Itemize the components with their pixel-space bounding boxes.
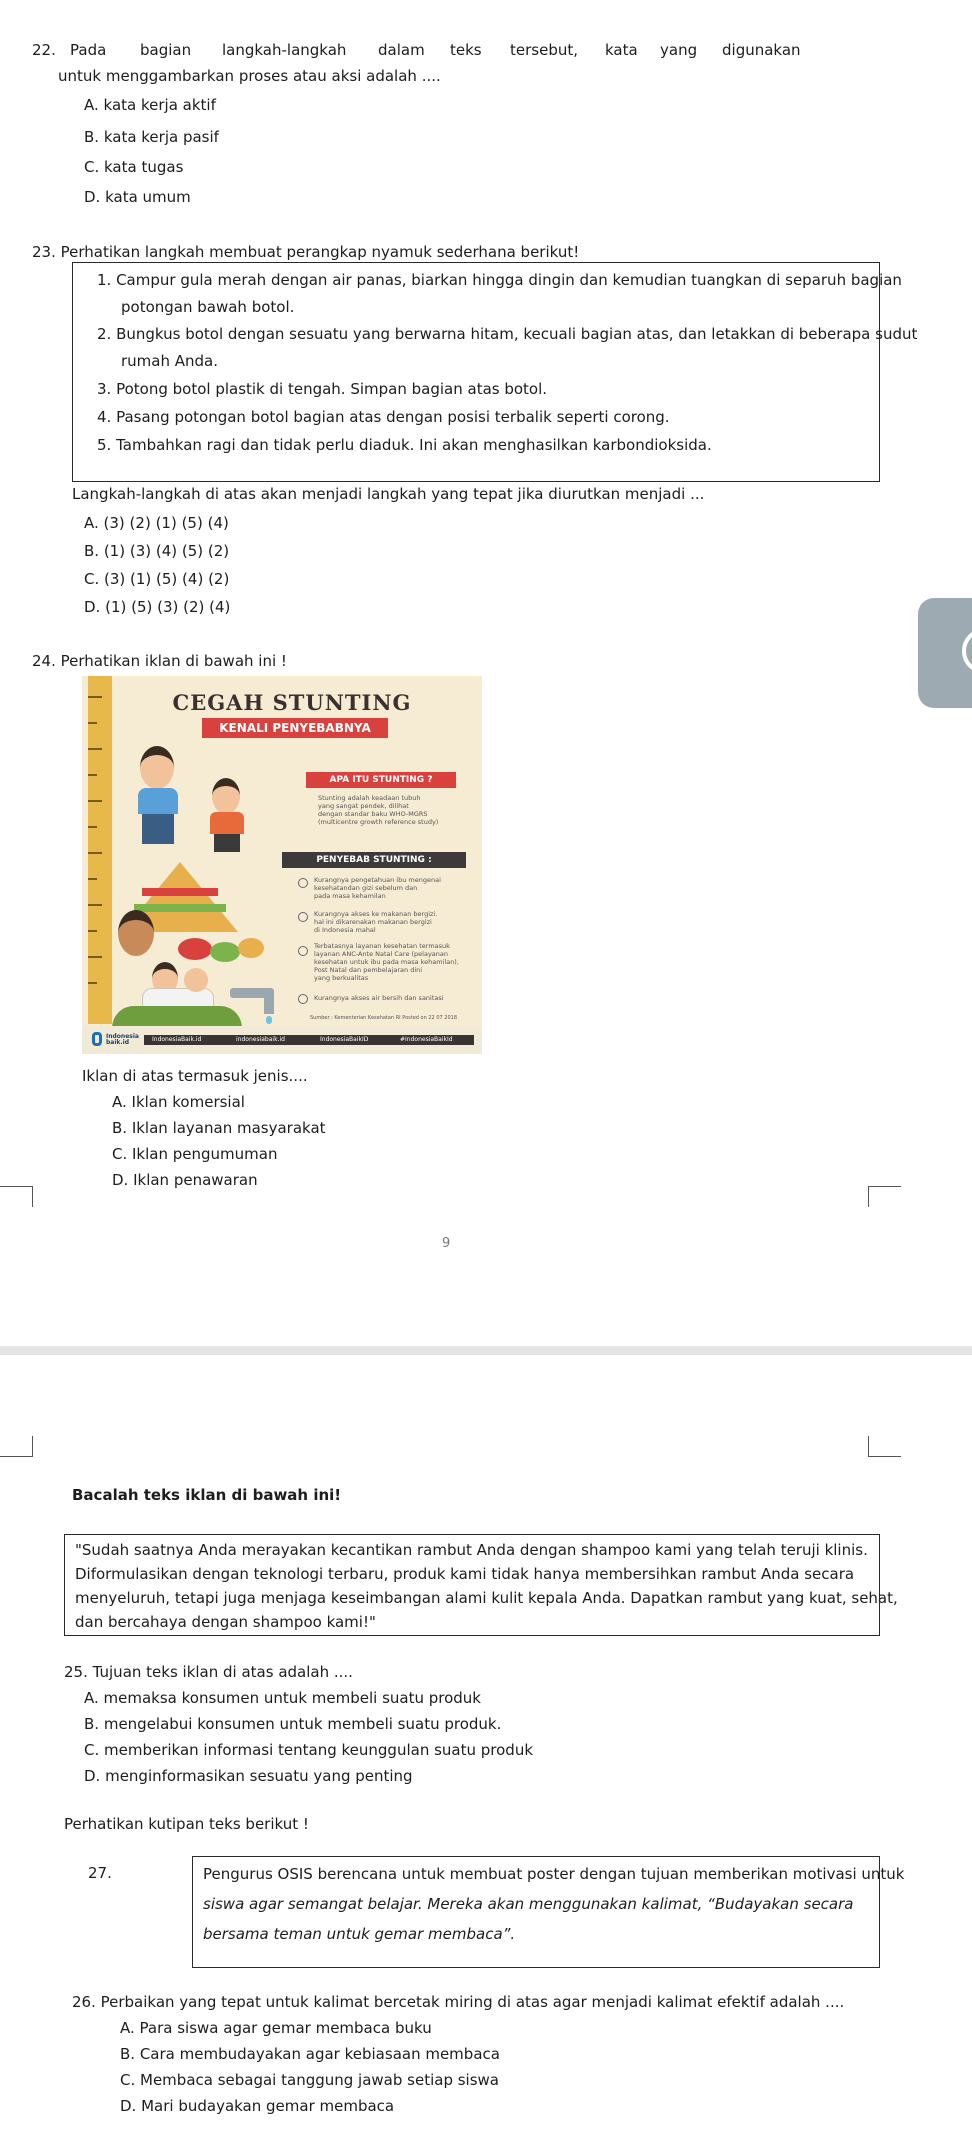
- stunting-poster: [82, 676, 482, 1054]
- page-separator: [0, 1346, 972, 1355]
- poster-text-line: layanan ANC-Ante Natal Care (pelayanan: [314, 950, 449, 958]
- cause-bullet-icon: [298, 946, 308, 956]
- indonesia-baik-logo-icon: [92, 1032, 102, 1046]
- q22-word: teks: [450, 41, 482, 59]
- q24-option-d[interactable]: D. Iklan penawaran: [112, 1171, 258, 1189]
- poster-section-causes: PENYEBAB STUNTING :: [282, 852, 466, 868]
- q22-word: 22.: [32, 41, 56, 59]
- excerpt-intro: Perhatikan kutipan teks berikut !: [64, 1815, 309, 1833]
- poster-text-line: hal ini dikarenakan makanan bergizi: [314, 918, 432, 926]
- q22-option-b[interactable]: B. kata kerja pasif: [84, 128, 219, 146]
- page-corner-mark: [0, 1186, 33, 1207]
- q23-step-line: potongan bawah botol.: [121, 298, 295, 316]
- q27-text-line: bersama teman untuk gemar membaca”.: [203, 1925, 516, 1943]
- ad-text-line: Diformulasikan dengan teknologi terbaru, produk kami tidak hanya membersihkan rambut Anda secara: [75, 1565, 855, 1583]
- q22-word: langkah-langkah: [222, 41, 347, 59]
- q23-steps-box: [72, 262, 918, 482]
- poster-cause: [314, 942, 459, 982]
- poster-title: CEGAH STUNTING: [172, 690, 412, 715]
- poster-social-bar: [144, 1035, 474, 1045]
- q22-word: tersebut,: [510, 41, 578, 59]
- q26-prompt: 26. Perbaikan yang tepat untuk kalimat bercetak miring di atas agar menjadi kalimat efektif adalah ....: [72, 1993, 845, 2011]
- q23-option-d[interactable]: D. (1) (5) (3) (2) (4): [84, 598, 231, 616]
- poster-cause: [314, 876, 441, 900]
- poster-text-line: Terbatasnya layanan kesehatan termasuk: [314, 942, 450, 950]
- side-scroll-button[interactable]: [918, 598, 972, 708]
- poster-text-line: Kurangnya akses ke makanan bergizi.: [314, 910, 438, 918]
- poster-text-line: Kurangnya pengetahuan ibu mengenai: [314, 876, 441, 884]
- circle-arrow-icon: [962, 628, 972, 674]
- social-instagram: indonesiabaik.id: [236, 1036, 285, 1043]
- q25-prompt: 25. Tujuan teks iklan di atas adalah ....: [64, 1663, 353, 1681]
- q26-option-c[interactable]: C. Membaca sebagai tanggung jawab setiap siswa: [120, 2071, 499, 2089]
- social-twitter: #IndonesiaBaikId: [400, 1036, 453, 1043]
- q22-option-c[interactable]: C. kata tugas: [84, 158, 184, 176]
- q23-option-c[interactable]: C. (3) (1) (5) (4) (2): [84, 570, 230, 588]
- q23-question: Langkah-langkah di atas akan menjadi langkah yang tepat jika diurutkan menjadi ...: [72, 485, 705, 503]
- q22-word: dalam: [378, 41, 425, 59]
- q22-word: yang: [660, 41, 698, 59]
- page-corner-mark: [0, 1436, 33, 1457]
- poster-subtitle: KENALI PENYEBABNYA: [202, 718, 388, 738]
- poster-text-line: di Indonesia mahal: [314, 926, 376, 934]
- poster-text-line: kesehatan untuk ibu pada masa kehamilan),: [314, 958, 459, 966]
- poster-cause: [314, 994, 444, 1002]
- poster-section-what: APA ITU STUNTING ?: [306, 772, 456, 788]
- poster-text-line: yang berkualitas: [314, 974, 369, 982]
- social-youtube: IndonesiaBaikID: [320, 1036, 369, 1043]
- cause-bullet-icon: [298, 994, 308, 1004]
- ad-text-box: [64, 1534, 898, 1636]
- ad-text-line: "Sudah saatnya Anda merayakan kecantikan rambut Anda dengan shampoo kami yang telah teruji klinis.: [75, 1541, 868, 1559]
- q23-prompt: 23. Perhatikan langkah membuat perangkap nyamuk sederhana berikut!: [32, 243, 580, 261]
- reading-instruction: Bacalah teks iklan di bawah ini!: [72, 1486, 342, 1504]
- poster-text-line: (multicentre growth reference study): [318, 818, 439, 826]
- q23-option-b[interactable]: B. (1) (3) (4) (5) (2): [84, 542, 230, 560]
- q22-word: bagian: [140, 41, 192, 59]
- poster-source: Sumber : Kementerian Kesehatan RI Posted on 22 07 2018: [310, 1015, 457, 1021]
- poster-text-line: Stunting adalah keadaan tubuh: [318, 794, 421, 802]
- q23-step-line: rumah Anda.: [121, 352, 219, 370]
- poster-text-line: dengan standar baku WHO-MGRS: [318, 810, 428, 818]
- foliage-decoration-icon: [112, 1006, 242, 1028]
- poster-definition: [318, 794, 438, 826]
- q25-option-a[interactable]: A. memaksa konsumen untuk membeli suatu produk: [84, 1689, 481, 1707]
- q23-step-line: 1. Campur gula merah dengan air panas, biarkan hingga dingin dan kemudian tuangkan di separuh bagian: [97, 271, 902, 289]
- q22-stem-line: untuk menggambarkan proses atau aksi adalah ....: [58, 67, 441, 85]
- q25-option-c[interactable]: C. memberikan informasi tentang keunggulan suatu produk: [84, 1741, 534, 1759]
- poster-text-line: Post Natal dan pembelajaran dini: [314, 966, 423, 974]
- q24-option-c[interactable]: C. Iklan pengumuman: [112, 1145, 278, 1163]
- page-number: 9: [442, 1236, 451, 1251]
- poster-text-line: pada masa kehamilan: [314, 892, 386, 900]
- height-ruler-icon: [88, 676, 112, 1024]
- q22-option-a[interactable]: A. kata kerja aktif: [84, 96, 216, 114]
- q26-option-d[interactable]: D. Mari budayakan gemar membaca: [120, 2097, 395, 2115]
- poster-cause: [314, 910, 437, 934]
- cause-bullet-icon: [298, 878, 308, 888]
- poster-logo-text: Indonesia baik.id: [106, 1033, 139, 1046]
- poster-text-line: kesehatandan gizi sebelum dan: [314, 884, 418, 892]
- q23-step-line: 5. Tambahkan ragi dan tidak perlu diaduk. Ini akan menghasilkan karbondioksida.: [97, 436, 712, 454]
- q23-step-line: 4. Pasang potongan botol bagian atas dengan posisi terbalik seperti corong.: [97, 408, 670, 426]
- page-corner-mark: [868, 1186, 901, 1207]
- q24-option-b[interactable]: B. Iklan layanan masyarakat: [112, 1119, 326, 1137]
- q22-word: digunakan: [722, 41, 801, 59]
- q23-step-line: 2. Bungkus botol dengan sesuatu yang berwarna hitam, kecuali bagian atas, dan letakkan di beberapa sudut: [97, 325, 918, 343]
- ad-text-line: dan bercahaya dengan shampoo kami!": [75, 1613, 376, 1631]
- q23-option-a[interactable]: A. (3) (2) (1) (5) (4): [84, 514, 229, 532]
- poster-text-line: Kurangnya akses air bersih dan sanitasi: [314, 994, 444, 1002]
- q22-word: kata: [605, 41, 638, 59]
- q24-question: Iklan di atas termasuk jenis....: [82, 1067, 308, 1085]
- q24-option-a[interactable]: A. Iklan komersial: [112, 1093, 245, 1111]
- q22-word: Pada: [70, 41, 107, 59]
- social-facebook: IndonesiaBaik.id: [152, 1036, 202, 1043]
- page-corner-mark: [868, 1436, 901, 1457]
- q25-option-b[interactable]: B. mengelabui konsumen untuk membeli suatu produk.: [84, 1715, 502, 1733]
- q27-text-line: siswa agar semangat belajar. Mereka akan menggunakan kalimat, “Budayakan secara: [203, 1895, 854, 1913]
- q24-prompt: 24. Perhatikan iklan di bawah ini !: [32, 652, 287, 670]
- q27-excerpt-box: [192, 1856, 905, 1968]
- q22-option-d[interactable]: D. kata umum: [84, 188, 191, 206]
- q25-option-d[interactable]: D. menginformasikan sesuatu yang penting: [84, 1767, 413, 1785]
- q27-text-line: Pengurus OSIS berencana untuk membuat poster dengan tujuan memberikan motivasi untuk: [203, 1865, 905, 1883]
- q27-number: 27.: [88, 1864, 112, 1882]
- cause-bullet-icon: [298, 912, 308, 922]
- poster-text-line: yang sangat pendek, dilihat: [318, 802, 409, 810]
- q26-option-a[interactable]: A. Para siswa agar gemar membaca buku: [120, 2019, 432, 2037]
- q23-step-line: 3. Potong botol plastik di tengah. Simpan bagian atas botol.: [97, 380, 548, 398]
- q26-option-b[interactable]: B. Cara membudayakan agar kebiasaan membaca: [120, 2045, 500, 2063]
- ad-text-line: menyeluruh, tetapi juga menjaga keseimbangan alami kulit kepala Anda. Dapatkan rambut yang kuat, sehat,: [75, 1589, 898, 1607]
